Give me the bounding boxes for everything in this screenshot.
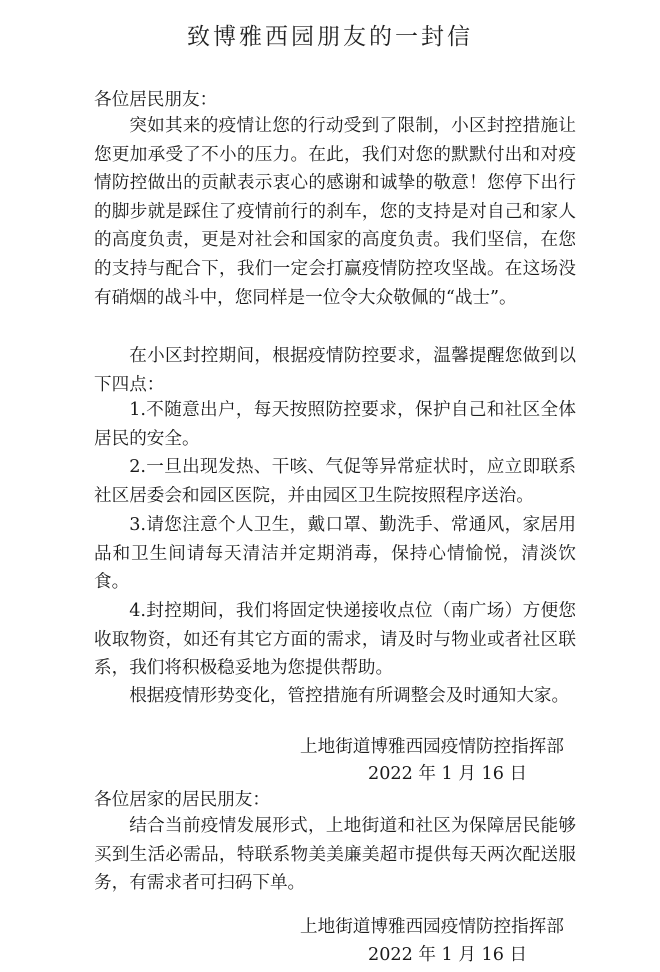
letter-2-body: 结合当前疫情发展形式，上地街道和社区为保障居民能够买到生活必需品，特联系物美美廉美超市提供每天两次配送服务，有需求者可扫码下单。 xyxy=(94,816,576,894)
letter-1-item-2: 2.一旦出现发热、干咳、气促等异常症状时，应立即联系社区居委会和园区医院，并由园区卫生院按照程序送治。 xyxy=(94,457,576,506)
letter-1-signature: 上地街道博雅西园疫情防控指挥部 xyxy=(300,737,564,757)
letter-1-date: 2022 年 1 月 16 日 xyxy=(368,764,528,784)
letter-title: 致博雅西园朋友的一封信 xyxy=(187,24,473,50)
letter-2-date: 2022 年 1 月 16 日 xyxy=(368,945,528,965)
letter-2-signature: 上地街道博雅西园疫情防控指挥部 xyxy=(300,917,564,937)
letter-1-closing: 根据疫情形势变化，管控措施有所调整会及时通知大家。 xyxy=(129,686,570,706)
letter-1-paragraph-2: 在小区封控期间，根据疫情防控要求，温馨提醒您做到以下四点： xyxy=(94,346,576,395)
letter-1-item-3: 3.请您注意个人卫生，戴口罩、勤洗手、常通风，家居用品和卫生间请每天清洁并定期消毒，保持心情愉悦，清淡饮食。 xyxy=(94,515,576,593)
letter-1-item-4: 4.封控期间，我们将固定快递接收点位（南广场）方便您收取物资，如还有其它方面的需求，请及时与物业或者社区联系，我们将积极稳妥地为您提供帮助。 xyxy=(94,601,576,679)
letter-1-item-1: 1.不随意出户，每天按照防控要求，保护自己和社区全体居民的安全。 xyxy=(94,400,576,449)
letter-1-paragraph-1: 突如其来的疫情让您的行动受到了限制，小区封控措施让您更加承受了不小的压力。在此，我们对您的默默付出和对疫情防控做出的贡献表示衷心的感谢和诚挚的敬意！您停下出行的脚步就是踩住了疫情前行的刹车，您的支持是对自己和家人的高度负责，更是对社会和国家的高度负责。我们坚信，在您的支持与配合下，我们一定会打赢疫情防控攻坚战。在这场没有硝烟的战斗中，您同样是一位令大众敬佩的“战士”。 xyxy=(94,116,576,308)
letter-1-greeting: 各位居民朋友： xyxy=(94,90,218,110)
letter-2-greeting: 各位居家的居民朋友： xyxy=(94,790,270,810)
